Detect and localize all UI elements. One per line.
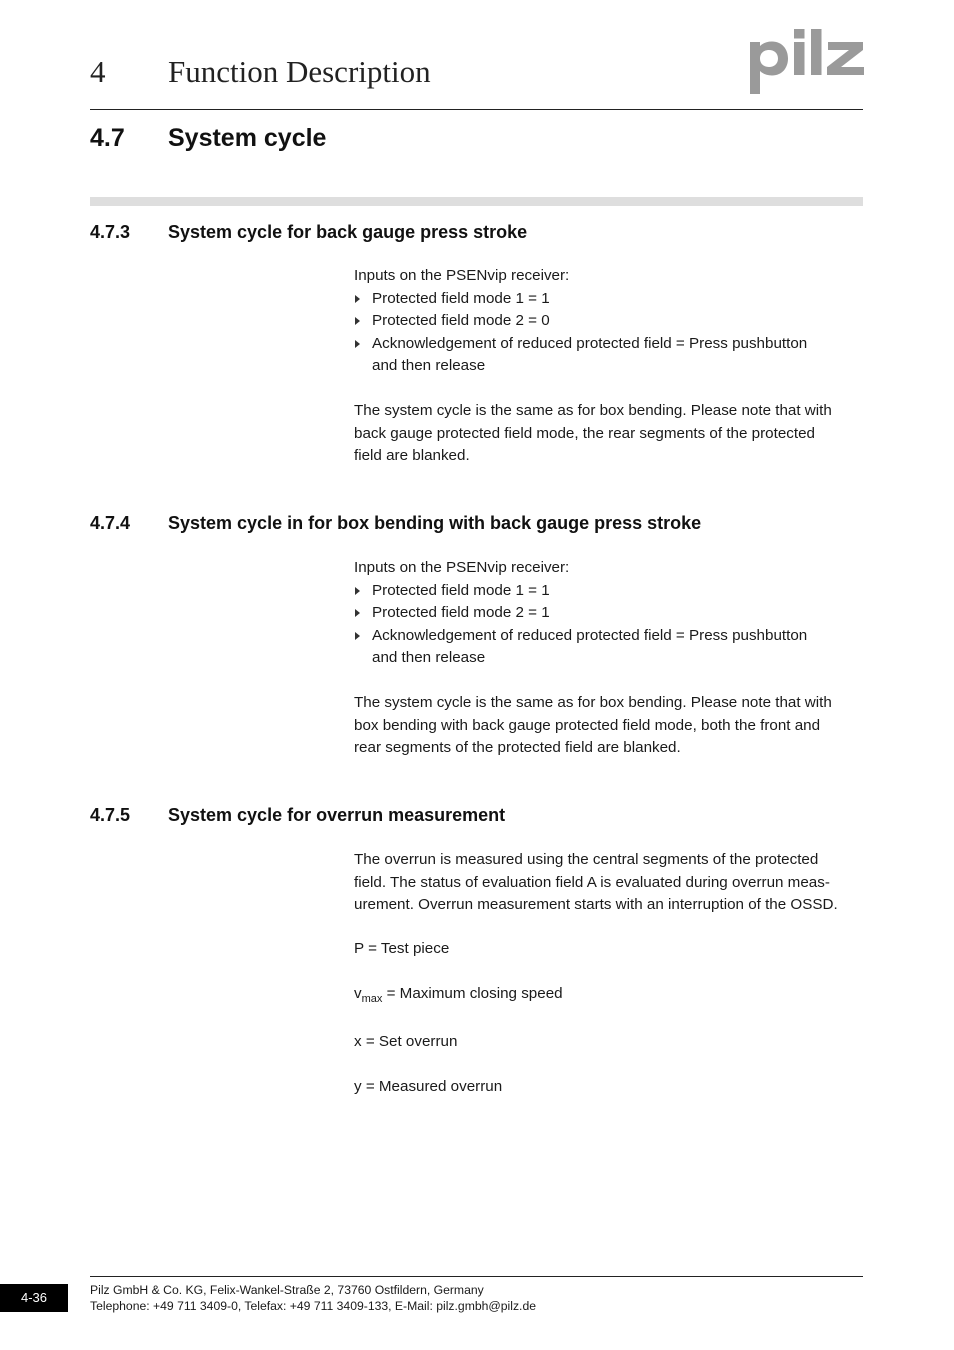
inputs-intro: Inputs on the PSENvip receiver: (354, 559, 570, 576)
subsection-heading-4-7-3 (90, 222, 527, 243)
page-number: 4-36 (0, 1284, 68, 1312)
legend-measured-overrun: y = Measured overrun (354, 1078, 503, 1095)
chapter-number: 4 (90, 54, 106, 89)
inputs-intro: Inputs on the PSENvip receiver: (354, 267, 570, 284)
paragraph-4-7-4: The system cycle is the same as for box bending. Please note that with box bending with back gauge protected field mode, both the front and rear segments of the protected field are blanked. (354, 694, 832, 756)
section-title-text: System cycle (168, 124, 327, 152)
subsection-heading-4-7-5 (90, 805, 505, 826)
legend-max-closing-speed: $v_{max}$ = Maximum closing speed (354, 985, 563, 1005)
list-item: Protected field mode 2 = 0 (354, 310, 866, 333)
bullet-triangle-icon (355, 295, 360, 303)
subsection-heading-4-7-4 (90, 513, 701, 534)
pilz-logo (748, 28, 866, 96)
section-divider (90, 197, 863, 206)
paragraph-4-7-3: The system cycle is the same as for box bending. Please note that with back gauge protected field mode, the rear segments of the protected field are blanked. (354, 402, 832, 464)
paragraph-4-7-5: The overrun is measured using the central segments of the protected field. The status of evaluation field A is evaluated during overrun meas- urement. Overrun measurement starts with an interruption of the OSSD. (354, 851, 838, 913)
footer-address (90, 1282, 536, 1314)
footer-divider (90, 1276, 863, 1277)
subsection-title: System cycle for back gauge press stroke (168, 222, 528, 242)
bullet-triangle-icon (355, 587, 360, 595)
chapter-title: Function Description (168, 54, 431, 89)
subsection-title: System cycle for overrun measurement (168, 805, 506, 825)
bullet-triangle-icon (355, 609, 360, 617)
legend-test-piece: P = Test piece (354, 940, 450, 957)
subsection-number: 4.7.3 (90, 222, 131, 242)
section-number: 4.7 (90, 124, 125, 152)
list-item: Protected field mode 1 = 1 (354, 580, 866, 603)
legend-set-overrun: x = Set overrun (354, 1033, 458, 1050)
bullet-triangle-icon (355, 340, 360, 348)
bullet-triangle-icon (355, 632, 360, 640)
footer-line-2: Telephone: +49 711 3409-0, Telefax: +49 711 3409-133, E-Mail: pilz.gmbh@pilz.de (90, 1299, 536, 1313)
inputs-list-4-7-3 (354, 265, 866, 378)
list-item: Protected field mode 1 = 1 (354, 288, 866, 311)
subsection-title: System cycle in for box bending with back gauge press stroke (168, 513, 702, 533)
list-item: Acknowledgement of reduced protected field = Press pushbutton and then release (354, 625, 866, 670)
footer-line-1: Pilz GmbH & Co. KG, Felix-Wankel-Straße 2, 73760 Ostfildern, Germany (90, 1283, 484, 1297)
list-item: Acknowledgement of reduced protected field = Press pushbutton and then release (354, 333, 866, 378)
section-title (90, 124, 326, 153)
bullet-triangle-icon (355, 317, 360, 325)
list-item: Protected field mode 2 = 1 (354, 602, 866, 625)
subsection-number: 4.7.4 (90, 513, 131, 533)
inputs-list-4-7-4 (354, 557, 866, 670)
subsection-number: 4.7.5 (90, 805, 131, 825)
